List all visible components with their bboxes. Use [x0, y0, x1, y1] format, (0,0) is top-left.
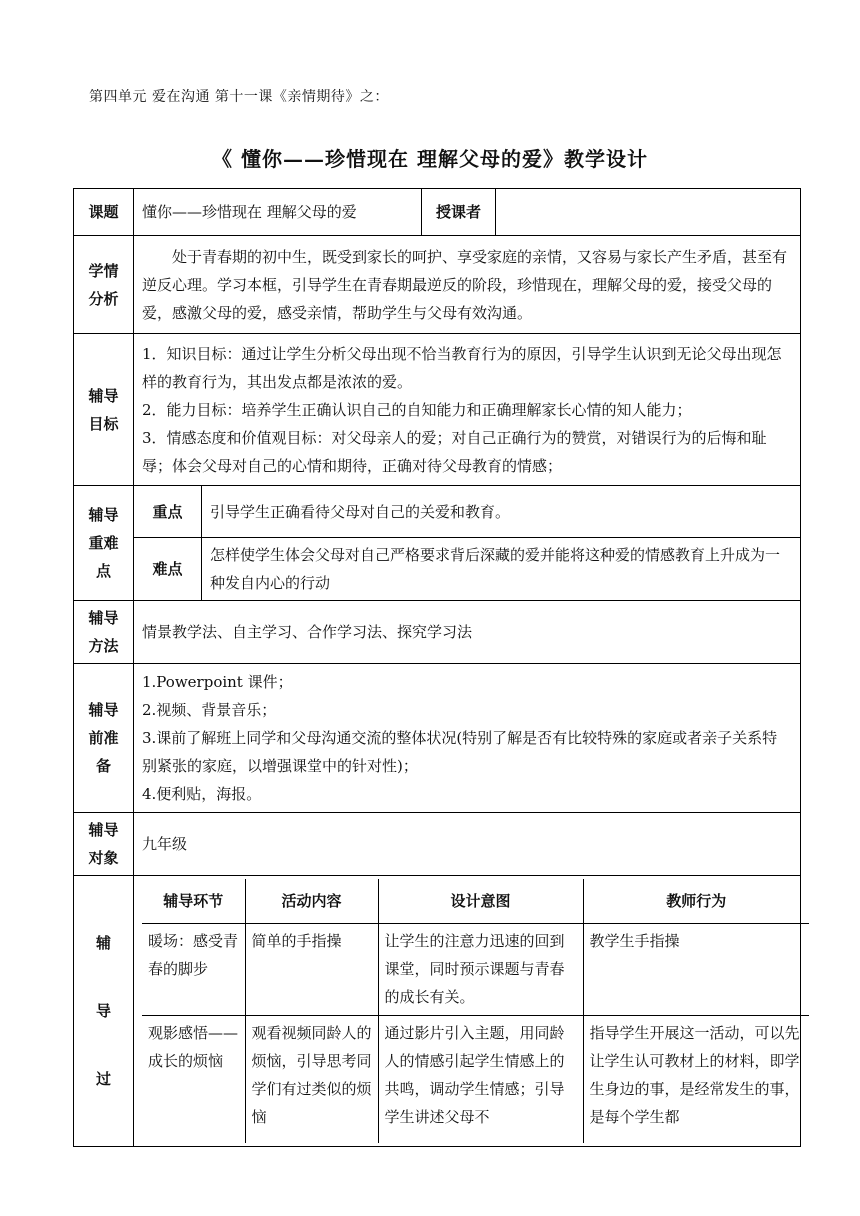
process-activity: 简单的手指操 [245, 923, 378, 1015]
difficulty-row [74, 538, 801, 601]
preparation-row [74, 664, 801, 813]
process-table-cell [134, 876, 801, 1147]
process-label-char: 导 [95, 1002, 111, 1020]
topic-label: 课题 [74, 189, 134, 236]
difficulty-label: 难点 [134, 538, 202, 601]
goal-item: 2．能力目标：培养学生正确认识自己的自知能力和正确理解家长心情的知人能力； [142, 400, 692, 419]
teacher-value [496, 189, 801, 236]
process-intent: 让学生的注意力迅速的回到课堂，同时预示课题与青春的成长有关。 [378, 923, 583, 1015]
teacher-label: 授课者 [422, 189, 496, 236]
method-text: 情景教学法、自主学习、合作学习法、探究学习法 [134, 601, 801, 664]
process-teacher: 教学生手指操 [583, 923, 809, 1015]
process-data-row [142, 923, 809, 1015]
key-points-label: 辅导重难点 [74, 486, 134, 601]
process-table [142, 879, 809, 1143]
method-row [74, 601, 801, 664]
process-label-char: 辅 [95, 934, 111, 952]
lesson-plan-table [73, 188, 801, 1147]
process-header-row [142, 879, 809, 923]
preparation-list [134, 664, 801, 813]
analysis-text: 处于青春期的初中生，既受到家长的呵护、享受家庭的亲情，又容易与家长产生矛盾，甚至有逆反心理。学习本框，引导学生在青春期最逆反的阶段，珍惜现在，理解父母的爱，接受父母的爱，感激父母的爱，感受亲情，帮助学生与父母有效沟通。 [134, 236, 801, 334]
analysis-row [74, 236, 801, 334]
difficulty-text: 怎样使学生体会父母对自己严格要求背后深藏的爱并能将这种爱的情感教育上升成为一种发自内心的行动 [202, 538, 801, 601]
process-intent: 通过影片引入主题，用同龄人的情感引起学生情感上的共鸣，调动学生情感；引导学生讲述父母不 [378, 1015, 583, 1143]
preparation-label: 辅导前准备 [74, 664, 134, 813]
process-header: 教师行为 [583, 879, 809, 923]
process-data-row [142, 1015, 809, 1143]
preparation-item: 3.课前了解班上同学和父母沟通交流的整体状况(特别了解是否有比较特殊的家庭或者亲子关系特别紧张的家庭，以增强课堂中的针对性)； [142, 729, 778, 775]
process-stage: 暖场：感受青春的脚步 [142, 923, 245, 1015]
topic-value: 懂你——珍惜现在 理解父母的爱 [134, 189, 422, 236]
preparation-item: 2.视频、背景音乐； [142, 701, 277, 719]
focus-label: 重点 [134, 486, 202, 538]
document-title: 《 懂你——珍惜现在 理解父母的爱》教学设计 [212, 147, 648, 171]
process-teacher: 指导学生开展这一活动，可以先让学生认可教材上的材料，即学生身边的事，是经常发生的事，是每个学生都 [583, 1015, 809, 1143]
process-stage: 观影感悟——成长的烦恼 [142, 1015, 245, 1143]
goals-label: 辅导目标 [74, 334, 134, 486]
process-row [74, 876, 801, 1147]
process-activity: 观看视频同龄人的烦恼，引导思考同学们有过类似的烦恼 [245, 1015, 378, 1143]
process-header: 活动内容 [245, 879, 378, 923]
method-label: 辅导方法 [74, 601, 134, 664]
target-label: 辅导对象 [74, 813, 134, 876]
process-header: 辅导环节 [142, 879, 245, 923]
goal-item: 3．情感态度和价值观目标：对父母亲人的爱；对自己正确行为的赞赏，对错误行为的后悔和耻辱；体会父母对自己的心情和期待，正确对待父母教育的情感； [142, 428, 767, 475]
unit-line: 第四单元 爱在沟通 第十一课《亲情期待》之： [89, 89, 389, 105]
process-label-char: 过 [95, 1070, 111, 1088]
focus-text: 引导学生正确看待父母对自己的关爱和教育。 [202, 486, 801, 538]
target-row [74, 813, 801, 876]
target-text: 九年级 [134, 813, 801, 876]
goals-row [74, 334, 801, 486]
process-header: 设计意图 [378, 879, 583, 923]
goal-item: 1．知识目标：通过让学生分析父母出现不恰当教育行为的原因，引导学生认识到无论父母出现怎样的教育行为，其出发点都是浓浓的爱。 [142, 344, 782, 391]
goals-list [134, 334, 801, 486]
preparation-item: 1.Powerpoint 课件； [142, 673, 293, 691]
focus-row [74, 486, 801, 538]
analysis-label: 学情分析 [74, 236, 134, 334]
process-label [74, 876, 134, 1147]
preparation-item: 4.便利贴，海报。 [142, 785, 262, 803]
topic-row [74, 189, 801, 236]
